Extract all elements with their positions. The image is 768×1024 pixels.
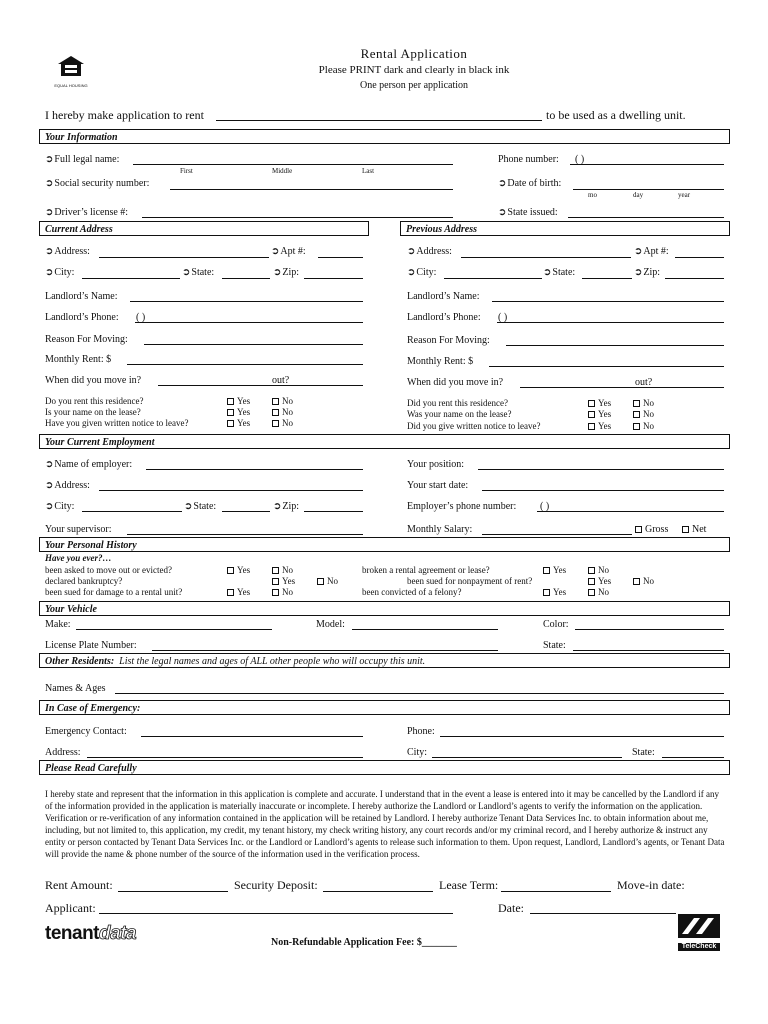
arrow-icon: ➲ [271,246,280,257]
emp-phone-field[interactable] [537,511,724,512]
prev-rent-field[interactable] [489,366,724,367]
checkbox-icon[interactable] [227,589,234,596]
checkbox-icon[interactable] [272,589,279,596]
deposit-field[interactable] [323,891,433,892]
prev-q1: Did you rent this residence? [407,398,508,408]
full-name-label: ➲Full legal name: [45,154,120,165]
deposit-label: Security Deposit: [234,878,318,892]
emp-state-label: ➲State: [184,501,217,512]
checkbox-icon[interactable] [272,409,279,416]
form-subtitle: Please PRINT dark and clearly in black ink [318,64,510,76]
arrow-icon: ➲ [273,501,282,512]
section-employment: Your Current Employment [39,434,730,449]
equal-housing-logo: EQUAL HOUSING [54,54,88,86]
mo-caption: mo [588,191,597,199]
prev-move-in-label: When did you move in? [407,377,504,388]
arrow-icon: ➲ [543,267,552,278]
section-current-address: Current Address [39,221,369,236]
license-field[interactable] [142,217,453,218]
employer-field[interactable] [146,469,363,470]
full-name-field[interactable] [133,164,453,165]
emergency-state-field[interactable] [662,757,724,758]
section-emergency: In Case of Emergency: [39,700,730,715]
cur-city-field[interactable] [82,278,180,279]
agreement-text: I hereby state and represent that the information in this application is complete and accurate. I understand that in the event a lease is entered into it may be cancelled by the Landlord if any of the information provided in the application is materially inaccurate or incomplete. I hereby authorize the Landlord or Landlord’s agents to verify the information on the application. Verification or re-verification of any information contained in the application will be retained by Landlord. I hereby authorize Tenant Data Services Inc. to obtain information about me, including, but not limited to, this application, my credit, my tenant history, my check writing history, any court records and/or my criminal record, and I hereby authorize & instruct any entity or person contacted by Tenant Data Services Inc. or the Landlord or Landlord’s agents to release such information to them. Upon request, Landlord, Landlord’s agents, or Tenant Data will provide the name & phone number of the source of the information used in the verification process. [45,789,725,859]
cur-move-in-field[interactable] [158,385,363,386]
cur-address-label: ➲Address: [45,246,90,257]
prev-out-label: out? [635,377,653,388]
arrow-icon: ➲ [498,207,507,218]
arrow-icon: ➲ [45,178,54,189]
emergency-city-label: City: [407,747,428,758]
cur-landlord-phone-field[interactable] [135,322,363,323]
color-field[interactable] [575,629,724,630]
prev-reason-field[interactable] [506,345,724,346]
emergency-state-label: State: [632,747,655,758]
arrow-icon: ➲ [45,207,54,218]
section-your-information: Your Information [39,129,730,144]
arrow-icon: ➲ [273,267,282,278]
cur-reason-label: Reason For Moving: [45,334,128,345]
ssn-label: ➲Social security number: [45,178,150,189]
cur-landlord-paren: ( ) [136,312,146,323]
phone-label: Phone number: [498,154,559,165]
prev-q2: Was your name on the lease? [407,409,512,419]
have-you-ever: Have you ever?… [45,553,112,563]
hist-q3-no[interactable]: No [272,587,293,597]
prev-move-in-field[interactable] [520,387,724,388]
prev-landlord-phone-label: Landlord’s Phone: [407,312,481,323]
start-date-label: Your start date: [407,480,469,491]
checkbox-icon[interactable] [272,567,279,574]
section-vehicle: Your Vehicle [39,601,730,616]
vehicle-state-label: State: [543,640,566,651]
middle-caption: Middle [272,167,293,175]
cur-landlord-name-label: Landlord’s Name: [45,291,118,302]
dob-field[interactable] [573,189,724,190]
prev-city-label: ➲City: [407,267,437,278]
arrow-icon: ➲ [45,480,54,491]
license-label: ➲Driver’s license #: [45,207,129,218]
prev-landlord-phone-field[interactable] [497,322,724,323]
applicant-field[interactable] [99,913,453,914]
prev-landlord-name-label: Landlord’s Name: [407,291,480,302]
cur-state-label: ➲State: [182,267,215,278]
cur-q3-yes[interactable]: Yes [227,418,250,428]
date-field[interactable] [530,913,676,914]
emp-zip-label: ➲Zip: [273,501,300,512]
cur-rent-field[interactable] [127,364,363,365]
checkbox-icon[interactable] [635,526,642,533]
emp-phone-label: Employer’s phone number: [407,501,517,512]
cur-rent-label: Monthly Rent: $ [45,354,112,365]
hist-q1-no[interactable]: No [272,565,293,575]
form-title: Rental Application [360,46,468,61]
hist-q4-no[interactable]: No [588,565,609,575]
prev-q3-no[interactable]: No [633,421,654,431]
prev-q1-yes[interactable]: Yes [588,398,611,408]
cur-q1: Do you rent this residence? [45,396,144,406]
form-note: One person per application [359,80,469,91]
prev-landlord-name-field[interactable] [492,301,724,302]
hist-q5-no[interactable]: No [633,576,654,586]
hist-q5-yes[interactable]: Yes [588,576,611,586]
applicant-label: Applicant: [45,901,96,915]
prev-zip-label: ➲Zip: [634,267,661,278]
state-issued-field[interactable] [568,217,724,218]
arrow-icon: ➲ [45,267,54,278]
cur-q3-no[interactable]: No [272,418,293,428]
lease-term-label: Lease Term: [439,878,499,892]
arrow-icon: ➲ [45,501,54,512]
prev-q3: Did you give written notice to leave? [407,421,541,431]
prev-rent-label: Monthly Rent: $ [407,356,474,367]
emergency-contact-field[interactable] [141,736,363,737]
rent-amount-field[interactable] [118,891,228,892]
phone-paren: ( ) [575,154,585,165]
checkbox-icon[interactable] [272,398,279,405]
hist-q1-yes[interactable]: Yes [227,565,250,575]
checkbox-icon[interactable] [588,578,595,585]
salary-label: Monthly Salary: [407,524,473,535]
cur-q1-yes[interactable]: Yes [227,396,250,406]
vehicle-state-field[interactable] [573,650,724,651]
checkbox-icon[interactable] [227,409,234,416]
arrow-icon: ➲ [45,246,54,257]
day-caption: day [633,191,644,199]
arrow-icon: ➲ [182,267,191,278]
prev-q3-yes[interactable]: Yes [588,421,611,431]
checkbox-icon[interactable] [633,423,640,430]
checkbox-icon[interactable] [588,400,595,407]
start-date-field[interactable] [482,490,724,491]
cur-landlord-phone-label: Landlord’s Phone: [45,312,119,323]
move-in-date-label: Move-in date: [617,878,685,892]
cur-state-field[interactable] [222,278,270,279]
checkbox-icon[interactable] [588,589,595,596]
tenant-data-logo: tenantdata [45,923,137,944]
cur-q2-no[interactable]: No [272,407,293,417]
checkbox-icon[interactable] [227,398,234,405]
emergency-contact-label: Emergency Contact: [45,726,127,737]
checkbox-icon[interactable] [227,567,234,574]
phone-field[interactable] [570,164,724,165]
history-q5: been sued for nonpayment of rent? [407,576,533,586]
prev-city-field[interactable] [444,278,542,279]
cur-q2: Is your name on the lease? [45,407,141,417]
emergency-address-label: Address: [45,747,81,758]
emergency-city-field[interactable] [432,757,622,758]
telecheck-logo: TeleCheck [678,914,720,946]
first-caption: First [180,167,193,175]
employer-label: ➲Name of employer: [45,459,133,470]
emp-phone-paren: ( ) [540,501,550,512]
emp-state-field[interactable] [222,511,270,512]
position-label: Your position: [407,459,465,470]
prev-q2-no[interactable]: No [633,409,654,419]
names-ages-label: Names & Ages [45,683,106,694]
cur-city-label: ➲City: [45,267,75,278]
cur-address-field[interactable] [99,257,269,258]
date-label: Date: [498,901,524,915]
checkbox-icon[interactable] [272,420,279,427]
history-q6: been convicted of a felony? [362,587,462,597]
section-personal-history: Your Personal History [39,537,730,552]
hist-q4-yes[interactable]: Yes [543,565,566,575]
history-q1: been asked to move out or evicted? [45,565,172,575]
section-other-residents: Other Residents: List the legal names and ages of ALL other people who will occupy this unit. [39,653,730,668]
checkbox-icon[interactable] [272,578,279,585]
model-field[interactable] [352,629,498,630]
prev-apt-label: ➲Apt #: [634,246,669,257]
color-label: Color: [543,619,569,630]
year-caption: year [678,191,691,199]
cur-move-in-label: When did you move in? [45,375,142,386]
emergency-phone-label: Phone: [407,726,435,737]
make-field[interactable] [76,629,272,630]
emergency-address-field[interactable] [87,757,363,758]
cur-zip-label: ➲Zip: [273,267,300,278]
plate-label: License Plate Number: [45,640,137,651]
prev-q2-yes[interactable]: Yes [588,409,611,419]
hist-q3-yes[interactable]: Yes [227,587,250,597]
prev-q1-no[interactable]: No [633,398,654,408]
prev-zip-field[interactable] [665,278,724,279]
arrow-icon: ➲ [45,459,54,470]
model-label: Model: [316,619,345,630]
prev-state-label: ➲State: [543,267,576,278]
arrow-icon: ➲ [634,246,643,257]
lease-term-field[interactable] [501,891,611,892]
plate-field[interactable] [152,650,498,651]
checkbox-icon[interactable] [227,420,234,427]
rent-amount-label: Rent Amount: [45,878,113,892]
hist-q6-yes[interactable]: Yes [543,587,566,597]
ssn-field[interactable] [170,189,453,190]
position-field[interactable] [478,469,724,470]
hist-q6-no[interactable]: No [588,587,609,597]
last-caption: Last [362,167,375,175]
intro-suffix: to be used as a dwelling unit. [546,108,686,122]
emp-city-label: ➲City: [45,501,75,512]
history-q2: declared bankruptcy? [45,576,123,586]
prev-address-label: ➲Address: [407,246,452,257]
cur-q2-yes[interactable]: Yes [227,407,250,417]
arrow-icon: ➲ [407,267,416,278]
checkbox-icon[interactable] [633,578,640,585]
section-previous-address: Previous Address [400,221,730,236]
arrow-icon: ➲ [407,246,416,257]
arrow-icon: ➲ [184,501,193,512]
intro-prefix: I hereby make application to rent [45,108,204,122]
rent-property-field[interactable] [216,120,542,121]
checkbox-icon[interactable] [633,411,640,418]
arrow-icon: ➲ [45,154,54,165]
cur-q1-no[interactable]: No [272,396,293,406]
checkbox-icon[interactable] [317,578,324,585]
arrow-icon: ➲ [498,178,507,189]
history-q4: broken a rental agreement or lease? [362,565,490,575]
cur-q3: Have you given written notice to leave? [45,418,189,428]
hist-q2-no[interactable]: No [317,576,338,586]
supervisor-label: Your supervisor: [45,524,112,535]
checkbox-icon[interactable] [588,411,595,418]
prev-reason-label: Reason For Moving: [407,335,490,346]
section-read-carefully: Please Read Carefully [39,760,730,775]
checkbox-icon[interactable] [543,567,550,574]
emp-city-field[interactable] [82,511,182,512]
prev-apt-field[interactable] [675,257,724,258]
net-checkbox[interactable]: Net [682,524,706,535]
checkbox-icon[interactable] [588,423,595,430]
cur-landlord-name-field[interactable] [130,301,363,302]
emp-zip-field[interactable] [304,511,363,512]
salary-field[interactable] [482,534,632,535]
emp-address-label: ➲Address: [45,480,90,491]
arrow-icon: ➲ [634,267,643,278]
supervisor-field[interactable] [127,534,363,535]
hist-q2-yes[interactable]: Yes [272,576,295,586]
checkbox-icon[interactable] [682,526,689,533]
history-q3: been sued for damage to a rental unit? [45,587,183,597]
application-fee: Non-Refundable Application Fee: $_______ [271,937,457,948]
checkbox-icon[interactable] [543,589,550,596]
cur-apt-field[interactable] [318,257,363,258]
prev-state-field[interactable] [582,278,632,279]
cur-out-label: out? [272,375,290,386]
cur-zip-field[interactable] [304,278,363,279]
checkbox-icon[interactable] [588,567,595,574]
prev-landlord-paren: ( ) [498,312,508,323]
names-ages-field[interactable] [115,693,724,694]
gross-checkbox[interactable]: Gross [635,524,668,535]
state-issued-label: ➲State issued: [498,207,558,218]
prev-address-field[interactable] [461,257,631,258]
checkbox-icon[interactable] [633,400,640,407]
make-label: Make: [45,619,71,630]
cur-apt-label: ➲Apt #: [271,246,306,257]
dob-label: ➲Date of birth: [498,178,562,189]
emergency-phone-field[interactable] [440,736,724,737]
cur-reason-field[interactable] [144,344,363,345]
emp-address-field[interactable] [99,490,363,491]
